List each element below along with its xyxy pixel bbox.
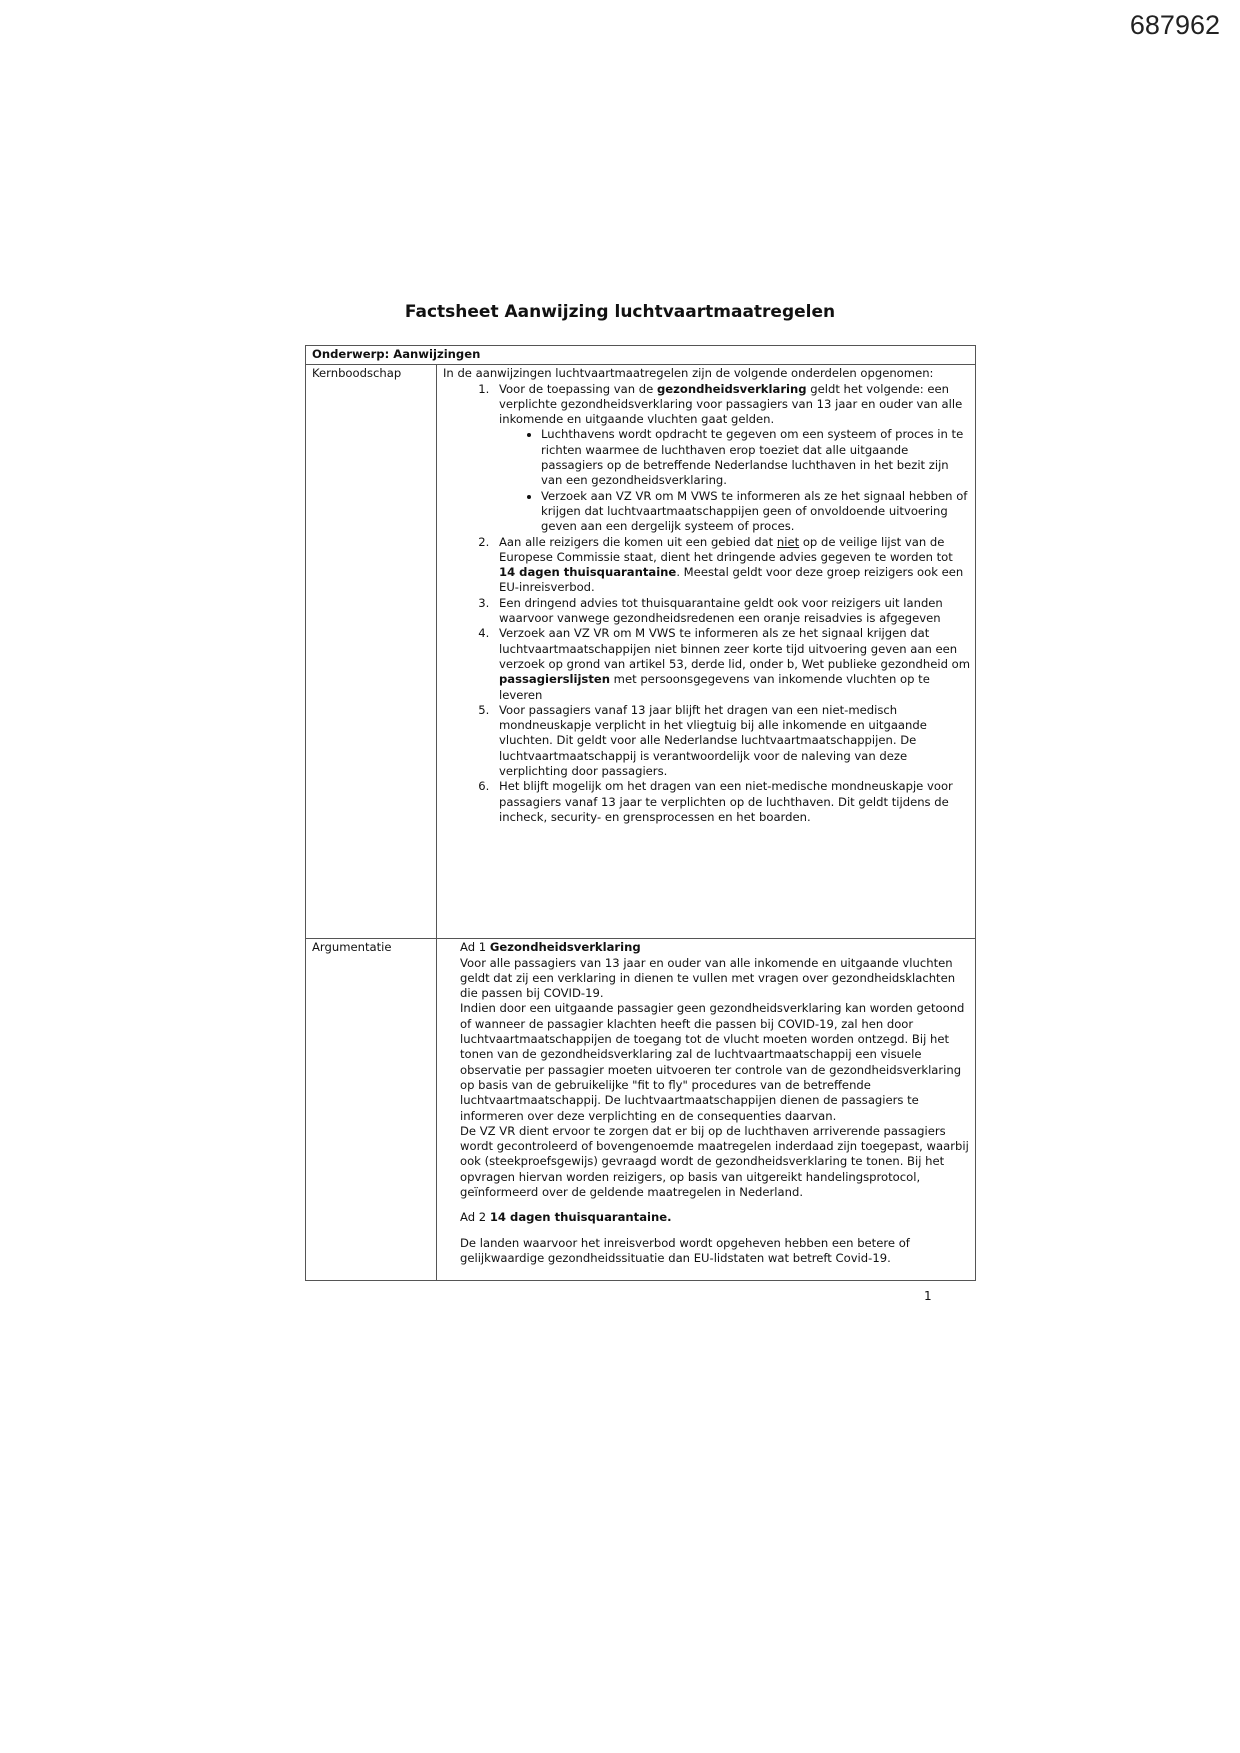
factsheet-table: [305, 345, 976, 1281]
list-item: 2. Aan alle reizigers die komen uit een gebied dat niet op de veilige lijst van de Europese Commissie staat, dient het dringende advies gegeven te worden tot 14 dagen thuisquarantaine. Meestal geldt voor deze groep reizigers ook een EU-inreisverbod.: [493, 535, 971, 596]
kernboodschap-label: Kernboodschap: [306, 365, 437, 939]
ad1-heading: Ad 1 Gezondheidsverklaring: [460, 940, 641, 955]
list-item: 3. Een dringend advies tot thuisquarantaine geldt ook voor reizigers uit landen waarvoor vanwege gezondheidsredenen een oranje reisadvies is afgegeven: [493, 596, 971, 627]
table-header: Onderwerp: Aanwijzingen: [306, 346, 976, 365]
table-header-row: [306, 346, 976, 365]
argumentatie-row: [306, 939, 976, 1281]
paragraph: De VZ VR dient ervoor te zorgen dat er bij op de luchthaven arriverende passagiers wordt gecontroleerd of bovengenoemde maatregelen inderdaad zijn toegepast, waarbij ook (steekproefsgewijs) gevraagd wordt de gezondheidsverklaring te tonen. Bij het opvragen hiervan worden reizigers, op basis van uitgereikt handelingsprotocol, geïnformeerd over de geldende maatregelen in Nederland.: [460, 1123, 969, 1200]
list-item: 5. Voor passagiers vanaf 13 jaar blijft het dragen van een niet-medisch mondneuskapje verplicht in het vliegtuig bij alle inkomende en uitgaande vluchten. Dit geldt voor alle Nederlandse luchtvaartmaatschappijen. De luchtvaartmaatschappij is verantwoordelijk voor de naleving van deze verplichting door passagiers.: [493, 703, 971, 779]
document-id: 687962: [1129, 10, 1220, 40]
page-title: Factsheet Aanwijzing luchtvaartmaatregelen: [404, 302, 836, 322]
paragraph: Indien door een uitgaande passagier geen gezondheidsverklaring kan worden getoond of wanneer de passagier klachten heeft die passen bij COVID-19, zal hen door luchtvaartmaatschappijen de toegang tot de vlucht moeten worden ontzegd. Bij het tonen van de gezondheidsverklaring zal de luchtvaartmaatschappij een visuele observatie per passagier moeten uitvoeren ter controle van de gezondheidsverklaring op basis van de gebruikelijke "fit to fly" procedures van de betreffende luchtvaartmaatschappij. De luchtvaartmaatschappijen dienen de passagiers te informeren over deze verplichting en de consequenties daarvan.: [460, 1001, 965, 1123]
kernboodschap-row: [306, 365, 976, 939]
list-item: • Luchthavens wordt opdracht te gegeven om een systeem of proces in te richten waarmee de luchthaven erop toeziet dat alle uitgaande passagiers op de betreffende Nederlandse luchthaven in het bezit zijn van een gezondheidsverklaring.: [541, 427, 971, 488]
argumentatie-content: [437, 939, 976, 1281]
paragraph: De landen waarvoor het inreisverbod wordt opgeheven hebben een betere of gelijkwaardige gezondheidssituatie dan EU-lidstaten wat betreft Covid-19.: [460, 1235, 910, 1265]
list-item: 4. Verzoek aan VZ VR om M VWS te informeren als ze het signaal krijgen dat luchtvaartmaatschappijen niet binnen zeer korte tijd uitvoering geven aan een verzoek op grond van artikel 53, derde lid, onder b, Wet publieke gezondheid om passagierslijsten met persoonsgegevens van inkomende vluchten op te leveren: [493, 626, 971, 702]
list-item: 6. Het blijft mogelijk om het dragen van een niet-medische mondneuskapje voor passagiers vanaf 13 jaar te verplichten op de luchthaven. Dit geldt tijdens de incheck, security- en grensprocessen en het boarden.: [493, 779, 971, 825]
kernboodschap-intro: In de aanwijzingen luchtvaartmaatregelen zijn de volgende onderdelen opgenomen:: [443, 366, 934, 381]
sub-list: [499, 427, 971, 534]
list-item: • Verzoek aan VZ VR om M VWS te informeren als ze het signaal hebben of krijgen dat luchtvaartmaatschappijen geen of onvoldoende uitvoering geven aan een dergelijk systeem of proces.: [541, 489, 971, 535]
list-item: 1. Voor de toepassing van de gezondheidsverklaring geldt het volgende: een verplichte gezondheidsverklaring voor passagiers van 13 jaar en ouder van alle inkomende en uitgaande vluchten gaat gelden. • Luchthavens wordt opdracht te gegeven om een systeem of proces in te richten waarmee de luchthaven erop toeziet dat alle uitgaande passagiers op de betreffende Nederlandse luchthaven in het bezit zijn van een gezondheidsverklaring. • Verzoek aan VZ VR om M VWS te informeren als ze het signaal hebben of krijgen dat luchtvaartmaatschappijen geen of onvoldoende uitvoering geven aan een dergelijk systeem of proces.: [493, 382, 971, 535]
page-number: 1: [924, 1289, 932, 1303]
argumentatie-label: Argumentatie: [306, 939, 437, 1281]
ad2-heading: Ad 2 14 dagen thuisquarantaine.: [460, 1210, 672, 1225]
paragraph: Voor alle passagiers van 13 jaar en ouder van alle inkomende en uitgaande vluchten geldt dat zij een verklaring in dienen te vullen met vragen over gezondheidsklachten die passen bij COVID-19.: [460, 955, 956, 1001]
kernboodschap-content: [437, 365, 976, 939]
measures-list: [443, 382, 971, 826]
